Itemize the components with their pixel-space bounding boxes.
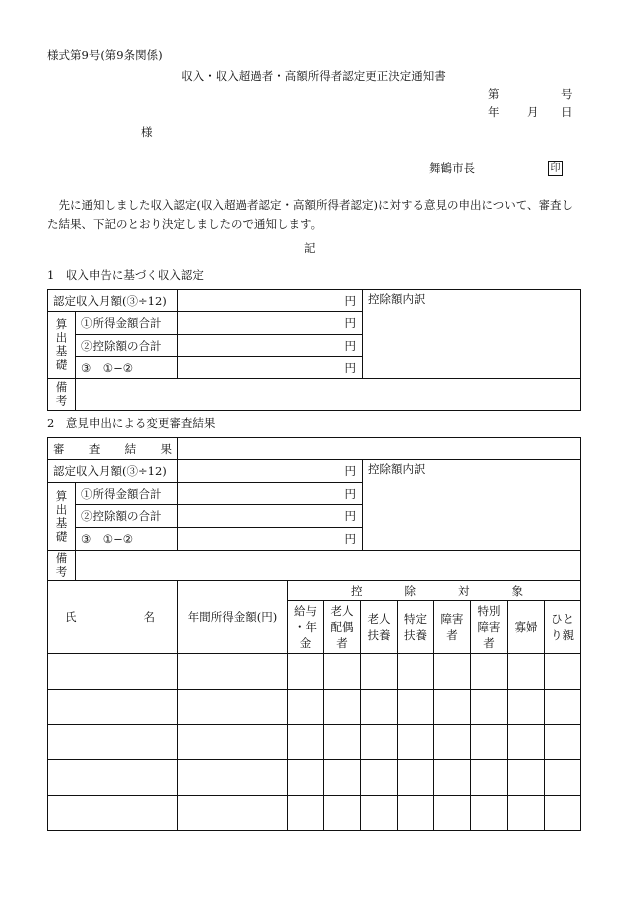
s2-deduction-breakdown-label: 控除額内訳 [368, 462, 426, 476]
deduction-col-elderly-dependent [361, 601, 398, 654]
dependent-row-1-deduction-6-cell [471, 654, 508, 690]
s2-review-result-value-cell [178, 438, 581, 460]
s2-deduction-total-yen: 円 [344, 509, 356, 523]
dependent-row-1-deduction-7-cell [508, 654, 545, 690]
dependent-row-1-annual-income-cell [178, 654, 288, 690]
dependent-row-3-annual-income-cell [178, 725, 288, 760]
dependent-row-5-deduction-8-cell [545, 796, 581, 831]
s1-remarks-label: 備考 [54, 381, 69, 408]
date-year-label: 年 [488, 105, 500, 119]
notice-line-1: 先に通知しました収入認定(収入超過者認定・高額所得者認定)に対する意見の申出について、審査し [47, 198, 574, 212]
ki-heading: 記 [304, 241, 316, 255]
s2-review-result-label-cell [48, 438, 178, 460]
s1-deduction-total-yen: 円 [344, 338, 356, 353]
recipient-honorific: 様 [141, 125, 153, 139]
dependent-row-4-deduction-7-cell [508, 760, 545, 796]
dependent-row-3-name-cell [48, 725, 178, 760]
dependent-row-3-deduction-6-cell [471, 725, 508, 760]
annual-income-header: 年間所得金額(円) [187, 610, 278, 624]
dependent-row-1-deduction-1-cell [288, 654, 324, 690]
deduction-col-label: 老人扶養 [367, 612, 391, 642]
deduction-targets-header: 控 除 対 象 [351, 583, 523, 598]
dependent-row-4-name-cell [48, 760, 178, 796]
deduction-col-specified-dependent [398, 601, 434, 654]
dependent-row-2-name-cell [48, 690, 178, 725]
dependent-row-4-deduction-8-cell [545, 760, 581, 796]
deduction-col-label: 障害者 [440, 612, 464, 642]
s2-difference-yen: 円 [344, 532, 356, 546]
s1-income-total-yen: 円 [344, 316, 356, 330]
date-day-label: 日 [561, 105, 573, 119]
dependent-row-5-deduction-5-cell [434, 796, 471, 831]
s1-deduction-breakdown-cell [363, 290, 581, 379]
dependent-row-3-deduction-1-cell [288, 725, 324, 760]
dependent-row-1-deduction-5-cell [434, 654, 471, 690]
dependent-row-4-annual-income-cell [178, 760, 288, 796]
section1-heading: 1 収入申告に基づく収入認定 [47, 268, 204, 282]
s2-income-total-yen: 円 [344, 486, 356, 501]
s2-monthly-income-value-cell [178, 460, 363, 483]
s1-calculation-basis-label: 算出基礎 [54, 318, 69, 372]
deduction-targets-header-cell [288, 581, 581, 601]
s1-deduction-total-value-cell [178, 335, 363, 357]
dependent-row-1-deduction-8-cell [545, 654, 581, 690]
dependent-row-2-deduction-6-cell [471, 690, 508, 725]
dependent-row-2-annual-income-cell [178, 690, 288, 725]
dependent-row-2-deduction-1-cell [288, 690, 324, 725]
date-month-label: 月 [527, 105, 539, 119]
dependent-row-1-deduction-2-cell [324, 654, 361, 690]
dependent-row-5-deduction-4-cell [398, 796, 434, 831]
deduction-col-special-disabled [471, 601, 508, 654]
deduction-col-widow [508, 601, 545, 654]
deduction-col-single-parent [545, 601, 581, 654]
income-certification-table [47, 289, 581, 411]
dependent-row-5-deduction-2-cell [324, 796, 361, 831]
s2-remarks-label: 備考 [54, 552, 69, 579]
dependent-row-2-deduction-5-cell [434, 690, 471, 725]
dependent-row-2-deduction-3-cell [361, 690, 398, 725]
deduction-col-label: 特定扶養 [404, 612, 427, 642]
dependent-row-5-deduction-7-cell [508, 796, 545, 831]
s2-deduction-total-value-cell [178, 505, 363, 528]
s2-monthly-income-label-cell [48, 460, 178, 483]
s1-monthly-income-yen: 円 [344, 293, 356, 308]
s1-income-total-label: ①所得金額合計 [81, 316, 162, 330]
deduction-col-disabled [434, 601, 471, 654]
s2-remarks-label-cell [48, 551, 76, 581]
deduction-col-salary-pension [288, 601, 324, 654]
s2-income-total-label: ①所得金額合計 [81, 486, 162, 501]
dependent-row-3-deduction-8-cell [545, 725, 581, 760]
s1-income-total-value-cell [178, 312, 363, 335]
dependent-row-5-deduction-1-cell [288, 796, 324, 831]
s1-income-total-label-cell [76, 312, 178, 335]
s2-income-total-label-cell [76, 483, 178, 505]
deduction-col-elderly-spouse [324, 601, 361, 654]
document-title: 収入・収入超過者・高額所得者認定更正決定通知書 [181, 69, 446, 83]
deduction-col-label: 老人配偶者 [330, 604, 354, 650]
s1-difference-label-cell [76, 357, 178, 379]
form-number: 様式第9号(第9条関係) [47, 48, 163, 62]
doc-number-suffix: 号 [561, 87, 573, 101]
s1-monthly-income-label-cell [48, 290, 178, 312]
s1-difference-yen: 円 [344, 360, 356, 375]
s2-remarks-value-cell [76, 551, 581, 581]
s1-difference-label: ③ ①−② [81, 360, 134, 375]
dependent-row-3-deduction-2-cell [324, 725, 361, 760]
name-header: 氏 名 [65, 610, 155, 624]
s2-difference-value-cell [178, 528, 363, 551]
doc-number-prefix: 第 [488, 87, 500, 101]
s2-income-total-value-cell [178, 483, 363, 505]
deduction-col-label: 特別障害者 [477, 604, 501, 650]
seal-mark: 印 [548, 161, 563, 176]
review-result-table [47, 437, 581, 581]
s1-calculation-basis-cell [48, 312, 76, 379]
s2-calculation-basis-label: 算出基礎 [54, 489, 69, 544]
dependent-row-5-name-cell [48, 796, 178, 831]
s1-deduction-total-label-cell [76, 335, 178, 357]
dependent-row-5-deduction-6-cell [471, 796, 508, 831]
dependent-row-3-deduction-7-cell [508, 725, 545, 760]
dependent-row-2-deduction-4-cell [398, 690, 434, 725]
dependent-row-1-name-cell [48, 654, 178, 690]
s2-monthly-income-label: 認定収入月額(③÷12) [53, 464, 167, 478]
dependent-row-2-deduction-2-cell [324, 690, 361, 725]
dependent-row-4-deduction-5-cell [434, 760, 471, 796]
dependent-row-5-annual-income-cell [178, 796, 288, 831]
s2-monthly-income-yen: 円 [344, 464, 356, 478]
s1-monthly-income-value-cell [178, 290, 363, 312]
sender-name: 舞鶴市長 [429, 161, 475, 175]
s2-review-result-label: 審 査 結 果 [53, 441, 172, 456]
dependent-row-1-deduction-4-cell [398, 654, 434, 690]
dependent-row-4-deduction-1-cell [288, 760, 324, 796]
s1-difference-value-cell [178, 357, 363, 379]
name-header-cell [48, 581, 178, 654]
s2-difference-label: ③ ①−② [81, 532, 134, 546]
s1-remarks-value-cell [76, 379, 581, 411]
annual-income-header-cell [178, 581, 288, 654]
dependent-row-3-deduction-5-cell [434, 725, 471, 760]
s2-deduction-total-label-cell [76, 505, 178, 528]
s1-remarks-label-cell [48, 379, 76, 411]
dependent-row-4-deduction-2-cell [324, 760, 361, 796]
dependent-row-4-deduction-6-cell [471, 760, 508, 796]
notice-line-2: た結果、下記のとおり決定しましたので通知します。 [47, 217, 323, 231]
deduction-col-label: 寡婦 [514, 620, 538, 634]
s2-calculation-basis-cell [48, 483, 76, 551]
deduction-col-label: 給与・年金 [294, 604, 317, 650]
dependent-row-3-deduction-4-cell [398, 725, 434, 760]
s2-difference-label-cell [76, 528, 178, 551]
dependent-row-5-deduction-3-cell [361, 796, 398, 831]
dependent-row-4-deduction-3-cell [361, 760, 398, 796]
s2-deduction-breakdown-cell [363, 460, 581, 551]
deduction-col-label: ひとり親 [551, 612, 574, 642]
dependent-row-3-deduction-3-cell [361, 725, 398, 760]
s1-deduction-breakdown-label: 控除額内訳 [368, 292, 426, 306]
s1-monthly-income-label: 認定収入月額(③÷12) [53, 293, 167, 308]
section2-heading: 2 意見申出による変更審査結果 [47, 416, 216, 430]
dependent-row-4-deduction-4-cell [398, 760, 434, 796]
s2-deduction-total-label: ②控除額の合計 [81, 509, 162, 523]
dependent-row-2-deduction-7-cell [508, 690, 545, 725]
dependent-row-2-deduction-8-cell [545, 690, 581, 725]
dependents-table [47, 581, 581, 831]
dependent-row-1-deduction-3-cell [361, 654, 398, 690]
s1-deduction-total-label: ②控除額の合計 [81, 338, 162, 353]
